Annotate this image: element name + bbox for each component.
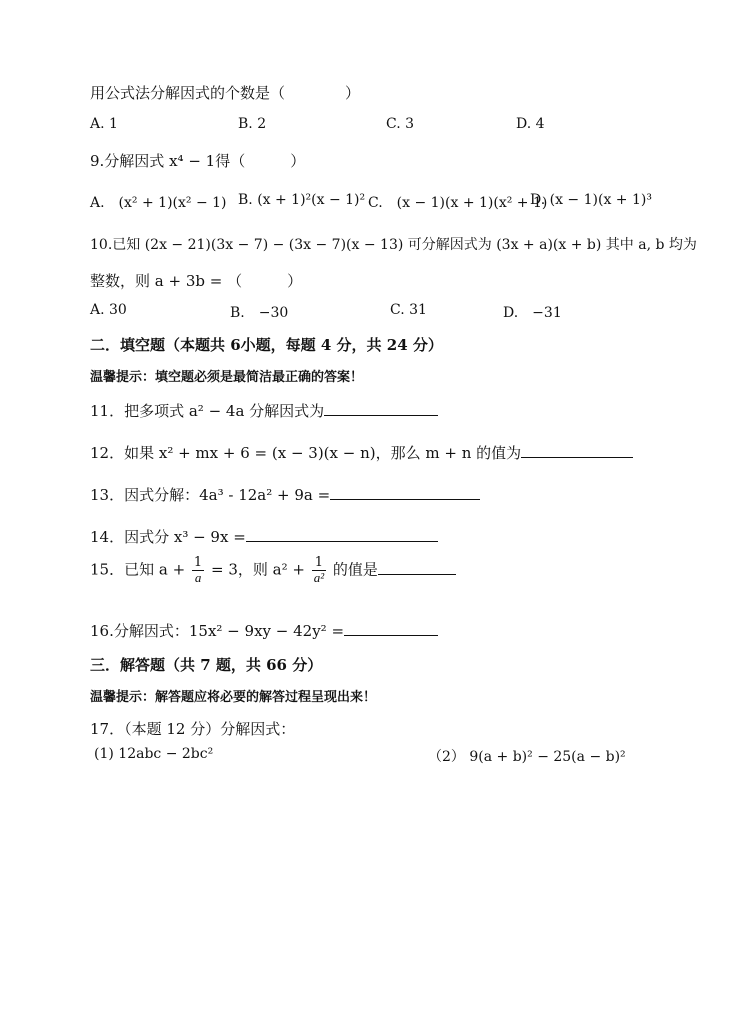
q9-option-c: C. (x − 1)(x + 1)(x² + 1): [368, 195, 548, 211]
q13-answer-blank: [330, 485, 480, 500]
q11-text: 11．把多项式 a² − 4a 分解因式为: [90, 402, 325, 420]
q14-answer-blank: [246, 527, 438, 542]
section2-tip: 温馨提示：填空题必须是最简洁最正确的答案！: [90, 370, 364, 385]
section2-title: 二．填空题（本题共 6小题，每题 4 分，共 24 分）: [90, 336, 443, 354]
q15-answer-blank: [378, 560, 456, 575]
q9-option-a: A. (x² + 1)(x² − 1): [90, 195, 227, 211]
q12-text: 12．如果 x² + mx + 6 = (x − 3)(x − n)，那么 m + n 的值为: [90, 444, 522, 462]
q11: [90, 400, 438, 421]
section3-title: 三．解答题（共 7 题，共 66 分）: [90, 656, 323, 674]
q10-stem-line2: 整数，则 a + 3b = （ ）: [90, 272, 303, 290]
q17-part1: (1) 12abc − 2bc²: [94, 746, 214, 762]
q14-text: 14．因式分 x³ − 9x =: [90, 528, 246, 546]
q16: [90, 620, 438, 641]
q15-suffix: 的值是: [332, 560, 378, 579]
q11-answer-blank: [324, 401, 438, 416]
q10-option-d: D. −31: [503, 305, 562, 321]
q9-stem: 9.分解因式 x⁴ − 1得（ ）: [90, 152, 306, 170]
q15-prefix: 15．已知 a +: [90, 560, 186, 579]
q17-stem: 17．（本题 12 分）分解因式：: [90, 720, 296, 738]
q15-fraction-1: [192, 556, 204, 585]
q8-option-a: A. 1: [90, 116, 118, 132]
q12-answer-blank: [521, 443, 633, 458]
q8-stem: 用公式法分解因式的个数是（ ）: [90, 84, 361, 102]
q15-mid: = 3，则 a² +: [210, 560, 305, 579]
q15-frac2-denominator: a²: [313, 570, 325, 585]
q9-option-d: D. (x − 1)(x + 1)³: [530, 192, 652, 208]
q10-option-b: B. −30: [230, 305, 289, 321]
q15-fraction-2: [312, 556, 326, 585]
q15-frac2-numerator: 1: [312, 556, 326, 571]
q15-frac1-numerator: 1: [193, 555, 203, 570]
section3-tip: 温馨提示：解答题应将必要的解答过程呈现出来！: [90, 690, 377, 705]
q8-option-b: B. 2: [238, 116, 267, 132]
q17-part2: （2） 9(a + b)² − 25(a − b)²: [428, 749, 626, 765]
q16-answer-blank: [344, 621, 438, 636]
q10-stem-line1: 10.已知 (2x − 21)(3x − 7) − (3x − 7)(x − 13) 可分解因式为 (3x + a)(x + b) 其中 a, b 均为: [90, 237, 697, 253]
q14: [90, 526, 438, 547]
q10-option-a: A. 30: [90, 302, 127, 318]
q16-text: 16.分解因式：15x² − 9xy − 42y² =: [90, 622, 345, 640]
q10-option-c: C. 31: [390, 302, 427, 318]
q15-frac1-denominator: a: [194, 570, 202, 585]
q12: [90, 442, 633, 463]
q13-text: 13．因式分解：4a³ - 12a² + 9a =: [90, 486, 331, 504]
q8-option-d: D. 4: [516, 116, 545, 132]
q13: [90, 484, 480, 505]
q8-option-c: C. 3: [386, 116, 415, 132]
q15: [90, 556, 456, 585]
q9-option-b: B. (x + 1)²(x − 1)²: [238, 192, 366, 208]
